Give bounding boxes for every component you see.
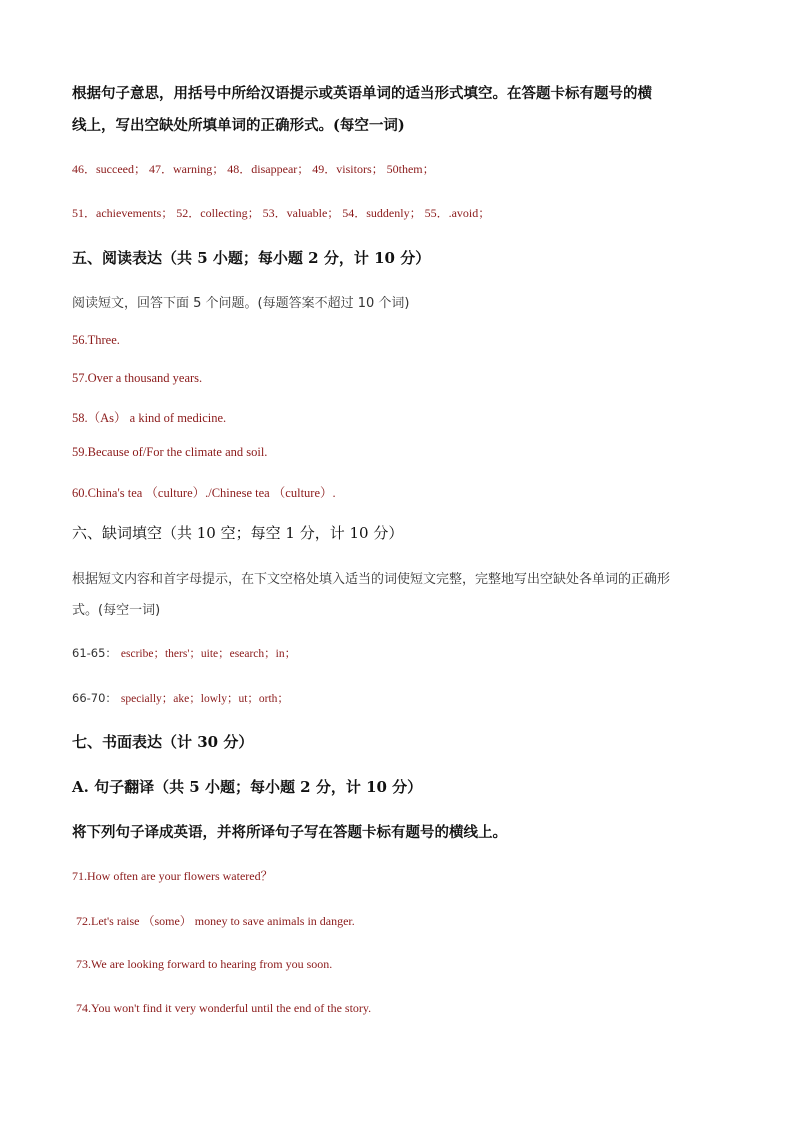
section6-instruction-line1: 根据短文内容和首字母提示，在下文空格处填入适当的词使短文完整，完整地写出空缺处各单词的正确形 <box>72 572 671 587</box>
section5-heading <box>72 247 430 268</box>
section5-heading-suffix: 分） <box>400 249 431 267</box>
section7-instruction: 将下列句子译成英语，并将所译句子写在答题卡标有题号的横线上。 <box>72 824 507 841</box>
section5-heading-n3: 10 <box>374 249 395 267</box>
section7-answer-73: 73.We are looking forward to hearing from you soon. <box>76 957 333 971</box>
section5-answer-58: 58.（As） a kind of medicine. <box>72 411 227 425</box>
section6-row1-answers: escribe；thers'；uite；esearch；in； <box>120 648 297 660</box>
section5-answer-59: 59.Because of/For the climate and soil. <box>72 445 268 459</box>
section5-heading-prefix: 五、阅读表达（共 <box>72 249 193 267</box>
section5-heading-n2: 2 <box>308 249 319 267</box>
section4-answers-row1: 46．succeed； 47．warning； 48．disappear； 49．visitors； 50them； <box>72 162 435 176</box>
section7-heading: 七、书面表达（计 30 分） <box>72 733 254 751</box>
section5-heading-n1: 5 <box>197 249 208 267</box>
section4-instruction-line1: 根据句子意思，用括号中所给汉语提示或英语单词的适当形式填空。在答题卡标有题号的横 <box>72 85 652 102</box>
section5-answer-60: 60.China's tea （culture）./Chinese tea （culture）. <box>72 486 336 500</box>
section6-row1-label: 61-65： <box>72 646 117 660</box>
section5-heading-mid1: 小题；每小题 <box>212 249 303 267</box>
section7-answer-72: 72.Let's raise （some） money to save animals in danger. <box>76 914 355 928</box>
section7-answer-74: 74.You won't find it very wonderful until the end of the story. <box>76 1001 372 1015</box>
section5-answer-56: 56.Three. <box>72 333 120 347</box>
section5-heading-mid2: 分，计 <box>323 249 369 267</box>
section6-answers-row2 <box>72 689 289 707</box>
section6-answers-row1 <box>72 644 296 662</box>
section5-answer-57: 57.Over a thousand years. <box>72 371 203 385</box>
section6-row2-answers: specially；ake；lowly；ut；orth； <box>120 693 289 705</box>
section6-instruction-line2: 式。(每空一词) <box>72 603 161 618</box>
section4-answers-row2: 51．achievements； 52．collecting； 53．valuable； 54．suddenly； 55．.avoid； <box>72 206 491 220</box>
section6-row2-label: 66-70： <box>72 691 117 705</box>
section6-heading: 六、缺词填空（共 10 空；每空 1 分，计 10 分） <box>72 524 404 542</box>
section7-subheading: A. 句子翻译（共 5 小题；每小题 2 分，计 10 分） <box>72 778 423 796</box>
section4-instruction-line2: 线上，写出空缺处所填单词的正确形式。(每空一词) <box>72 117 405 134</box>
section7-answer-71: 71.How often are your flowers watered？ <box>72 869 273 883</box>
section5-instruction: 阅读短文，回答下面 5 个问题。(每题答案不超过 10 个词) <box>72 296 410 311</box>
